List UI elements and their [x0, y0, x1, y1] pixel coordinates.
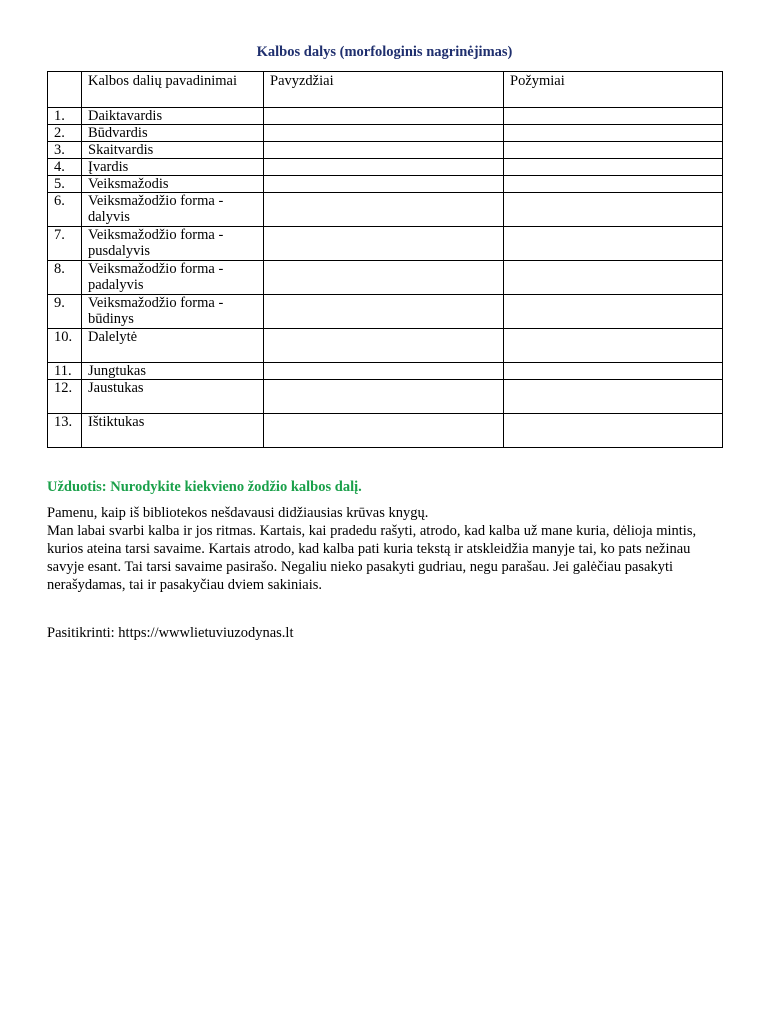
row-features-cell[interactable] [504, 125, 723, 142]
row-number: 8. [48, 261, 82, 295]
row-features-cell[interactable] [504, 329, 723, 363]
row-examples-cell[interactable] [264, 380, 504, 414]
row-number: 6. [48, 193, 82, 227]
row-part-name: Ištiktukas [82, 414, 264, 448]
row-examples-cell[interactable] [264, 329, 504, 363]
row-features-cell[interactable] [504, 261, 723, 295]
table-row [48, 363, 723, 380]
row-part-name: Būdvardis [82, 125, 264, 142]
row-part-name: Veiksmažodžio forma - padalyvis [82, 261, 264, 295]
row-number: 12. [48, 380, 82, 414]
row-number: 3. [48, 142, 82, 159]
row-number: 10. [48, 329, 82, 363]
table-row [48, 380, 723, 414]
row-examples-cell[interactable] [264, 159, 504, 176]
row-examples-cell[interactable] [264, 414, 504, 448]
row-examples-cell[interactable] [264, 227, 504, 261]
row-part-name: Veiksmažodžio forma - būdinys [82, 295, 264, 329]
row-examples-cell[interactable] [264, 295, 504, 329]
row-number: 11. [48, 363, 82, 380]
row-part-name: Daiktavardis [82, 108, 264, 125]
task-paragraph: Pamenu, kaip iš bibliotekos nešdavausi didžiausias krūvas knygų. [47, 505, 429, 521]
table-row [48, 193, 723, 227]
row-number: 2. [48, 125, 82, 142]
row-examples-cell[interactable] [264, 176, 504, 193]
header-examples: Pavyzdžiai [264, 72, 504, 108]
row-features-cell[interactable] [504, 295, 723, 329]
row-features-cell[interactable] [504, 380, 723, 414]
row-number: 13. [48, 414, 82, 448]
row-number: 5. [48, 176, 82, 193]
check-reference: Pasitikrinti: https://wwwlietuviuzodynas.lt [47, 625, 294, 641]
document-title: Kalbos dalys (morfologinis nagrinėjimas) [256, 44, 513, 60]
row-part-name: Įvardis [82, 159, 264, 176]
table-row [48, 414, 723, 448]
table-header-row [48, 72, 723, 108]
task-paragraph: Man labai svarbi kalba ir jos ritmas. Kartais, kai pradedu rašyti, atrodo, kad kalba už mane kuria, dėlioja mintis, kurios ateina tarsi savaime. Kartais atrodo, kad kalba pati kuria tekstą ir atskleidžia manyje tai, ko pats nežinau savyje esant. Tai tarsi savaime pasirašo. Negaliu nieko pasakyti gudriau, negu parašau. Jei galėčiau pasakyti nerašydamas, tai ir pasakyčiau dviem sakiniais. [47, 523, 697, 593]
row-features-cell[interactable] [504, 193, 723, 227]
row-part-name: Veiksmažodžio forma - dalyvis [82, 193, 264, 227]
row-examples-cell[interactable] [264, 261, 504, 295]
row-part-name: Skaitvardis [82, 142, 264, 159]
row-number: 9. [48, 295, 82, 329]
table-row [48, 227, 723, 261]
row-features-cell[interactable] [504, 363, 723, 380]
row-number: 7. [48, 227, 82, 261]
row-examples-cell[interactable] [264, 108, 504, 125]
table-row [48, 125, 723, 142]
row-examples-cell[interactable] [264, 142, 504, 159]
row-part-name: Dalelytė [82, 329, 264, 363]
table-row [48, 329, 723, 363]
row-features-cell[interactable] [504, 159, 723, 176]
row-features-cell[interactable] [504, 142, 723, 159]
row-number: 4. [48, 159, 82, 176]
row-features-cell[interactable] [504, 227, 723, 261]
table-row [48, 295, 723, 329]
row-part-name: Jaustukas [82, 380, 264, 414]
header-part-names: Kalbos dalių pavadinimai [82, 72, 264, 108]
row-part-name: Jungtukas [82, 363, 264, 380]
header-number [48, 72, 82, 108]
table-row [48, 142, 723, 159]
row-examples-cell[interactable] [264, 193, 504, 227]
row-examples-cell[interactable] [264, 363, 504, 380]
task-text [47, 504, 722, 594]
table-row [48, 159, 723, 176]
row-part-name: Veiksmažodžio forma - pusdalyvis [82, 227, 264, 261]
task-title: Užduotis: Nurodykite kiekvieno žodžio kalbos dalį. [47, 479, 362, 495]
table-row [48, 261, 723, 295]
row-features-cell[interactable] [504, 108, 723, 125]
table-row [48, 108, 723, 125]
header-features: Požymiai [504, 72, 723, 108]
table-row [48, 176, 723, 193]
row-number: 1. [48, 108, 82, 125]
row-examples-cell[interactable] [264, 125, 504, 142]
parts-of-speech-table [47, 71, 723, 448]
row-part-name: Veiksmažodis [82, 176, 264, 193]
row-features-cell[interactable] [504, 176, 723, 193]
row-features-cell[interactable] [504, 414, 723, 448]
